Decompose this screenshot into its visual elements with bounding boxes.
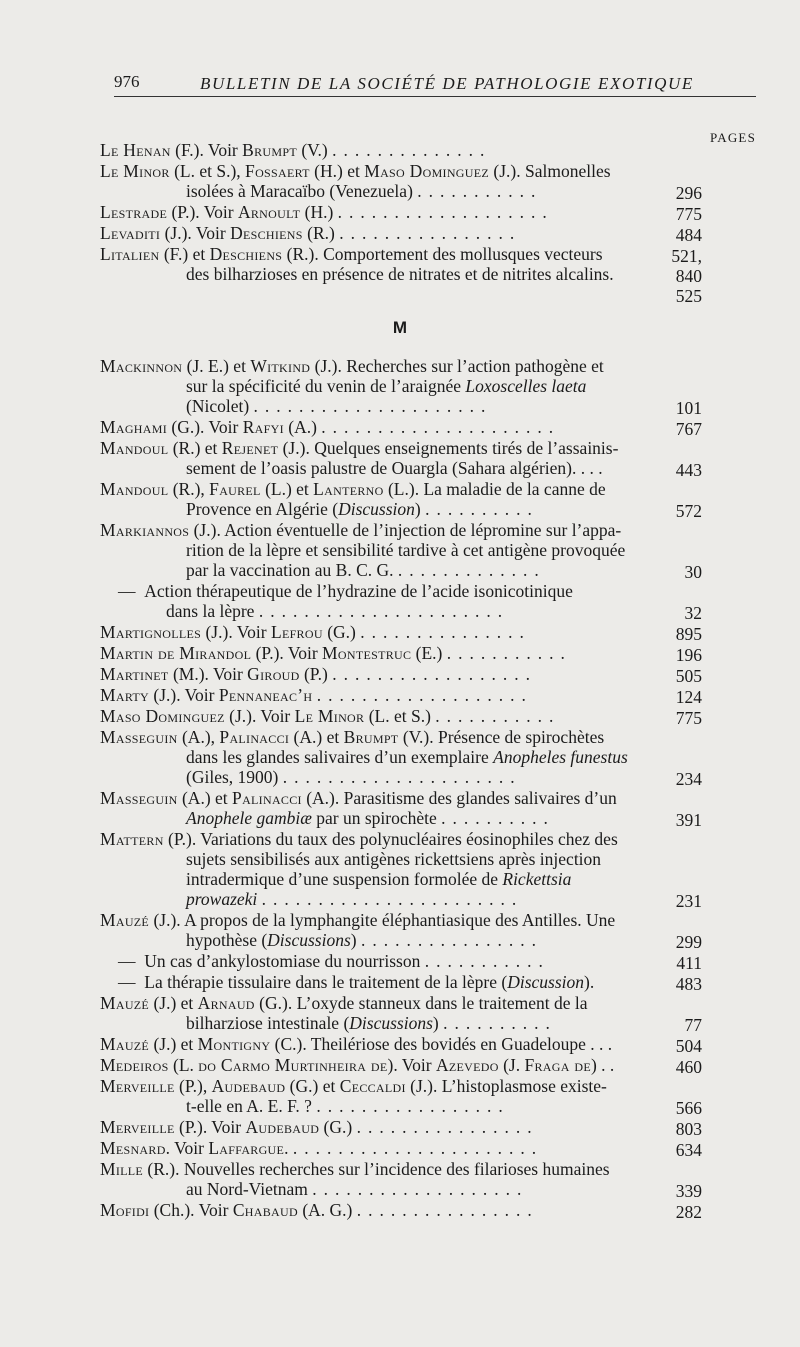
entry-page-number: 572	[675, 501, 702, 521]
entry-line: Mattern (P.). Variations du taux des polynucléaires éosinophiles chez des	[100, 829, 618, 849]
entry-line: Martinet (M.). Voir Giroud (P.) ..................	[100, 664, 537, 684]
index-entry	[100, 1159, 702, 1199]
index-entry	[100, 520, 702, 580]
entry-page-number: 30	[684, 562, 702, 582]
entry-page-number: 391	[675, 810, 702, 830]
index-entry	[100, 993, 702, 1033]
index-entry	[100, 1055, 702, 1075]
index-entry	[100, 356, 702, 416]
entry-line: Le Henan (F.). Voir Brumpt (V.) ..............	[100, 140, 492, 160]
index-entry	[100, 223, 702, 243]
index-entry	[100, 972, 702, 992]
entry-page-number: 443	[675, 460, 702, 480]
entry-line: Mandoul (R.), Faurel (L.) et Lanterno (L.). La maladie de la canne de	[100, 479, 606, 499]
index-entry	[100, 140, 702, 160]
entry-line: Le Minor (L. et S.), Fossaert (H.) et Maso Dominguez (J.). Salmonelles	[100, 161, 611, 181]
index-entry	[100, 1034, 702, 1054]
entry-page-number: 505	[675, 666, 702, 686]
entry-line: sujets sensibilisés aux antigènes rickettsiens après injection	[186, 849, 602, 869]
page-header	[92, 72, 756, 98]
entry-line: Mofidi (Ch.). Voir Chabaud (A. G.) ................	[100, 1200, 539, 1220]
entry-line: Merveille (P.), Audebaud (G.) et Ceccaldi (J.). L’histoplasmose existe-	[100, 1076, 607, 1096]
entry-line: Merveille (P.). Voir Audebaud (G.) ................	[100, 1117, 539, 1137]
entry-page-number: 299	[675, 932, 702, 952]
entry-page-number: 566	[675, 1098, 702, 1118]
index-entry	[100, 951, 702, 971]
entry-line: Martin de Mirandol (P.). Voir Montestruc (E.) ...........	[100, 643, 572, 663]
entry-page-number: 124	[675, 687, 702, 707]
entry-line: Litalien (F.) et Deschiens (R.). Comportement des mollusques vecteurs	[100, 244, 603, 264]
entry-line: Medeiros (L. do Carmo Murtinheira de). Voir Azevedo (J. Fraga de) . .	[100, 1055, 615, 1075]
entry-page-number: 525	[675, 286, 702, 306]
entry-line: Maso Dominguez (J.). Voir Le Minor (L. et S.) ...........	[100, 706, 561, 726]
entry-line: Martignolles (J.). Voir Lefrou (G.) ...............	[100, 622, 531, 642]
entry-page-number: 803	[675, 1119, 702, 1139]
entry-line: sement de l’oasis palustre de Ouargla (Sahara algérien). . . .	[186, 458, 603, 478]
entry-line: Masseguin (A.) et Palinacci (A.). Parasitisme des glandes salivaires d’un	[100, 788, 617, 808]
entry-line: intradermique d’une suspension formolée de Rickettsia	[186, 869, 572, 889]
entry-line: Masseguin (A.), Palinacci (A.) et Brumpt (V.). Présence de spirochètes	[100, 727, 605, 747]
entry-line: Levaditi (J.). Voir Deschiens (R.) ................	[100, 223, 522, 243]
entry-page-number: 231	[675, 891, 702, 911]
entry-line: (Giles, 1900) .....................	[186, 767, 522, 787]
entry-line: Lestrade (P.). Voir Arnoult (H.) ...................	[100, 202, 554, 222]
entry-line: Markiannos (J.). Action éventuelle de l’injection de lépromine sur l’appa-	[100, 520, 622, 540]
entry-line: Mesnard. Voir Laffargue. ......................	[100, 1138, 544, 1158]
index-entry	[100, 1076, 702, 1116]
page-number: 976	[114, 72, 140, 91]
entry-line: Mauzé (J.) et Montigny (C.). Theilériose des bovidés en Guadeloupe . . .	[100, 1034, 613, 1054]
index-entry	[100, 202, 702, 222]
entry-line: par la vaccination au B. C. G. .............	[186, 560, 546, 580]
index-entry	[100, 161, 702, 201]
entry-line: dans la lèpre ......................	[166, 601, 510, 621]
index-entry	[100, 417, 702, 437]
index-entry	[100, 1200, 702, 1220]
index-entry	[100, 581, 702, 621]
entry-page-number: 77	[684, 1015, 702, 1035]
index-entry	[100, 622, 702, 642]
entry-line: sur la spécificité du venin de l’araignée Loxoscelles laeta	[186, 376, 587, 396]
entry-page-number: 296	[675, 183, 702, 203]
header-rule	[114, 96, 756, 97]
pages-column-label: PAGES	[710, 130, 756, 145]
index-section-l	[100, 140, 702, 306]
entry-line: dans les glandes salivaires d’un exemplaire Anopheles funestus	[186, 747, 628, 767]
entry-line: des bilharzioses en présence de nitrates et de nitrites alcalins.	[186, 264, 614, 284]
entry-line: Maghami (G.). Voir Rafyi (A.) .....................	[100, 417, 561, 437]
entry-line: Mackinnon (J. E.) et Witkind (J.). Recherches sur l’action pathogène et	[100, 356, 604, 376]
entry-line: t-elle en A. E. F. ? .................	[186, 1096, 510, 1116]
entry-page-number: 895	[675, 624, 702, 644]
index-entry	[100, 438, 702, 478]
entry-page-number: 483	[675, 974, 702, 994]
entry-page-number: 411	[676, 953, 702, 973]
entry-line: — Un cas d’ankylostomiase du nourrisson ...........	[118, 951, 550, 971]
entry-line: hypothèse (Discussions) ................	[186, 930, 543, 950]
index-section-m	[100, 356, 702, 1221]
entry-line: Mauzé (J.) et Arnaud (G.). L’oxyde stanneux dans le traitement de la	[100, 993, 588, 1013]
index-entry	[100, 788, 702, 828]
entry-page-number: 234	[675, 769, 702, 789]
entry-line: Mauzé (J.). A propos de la lymphangite éléphantiasique des Antilles. Une	[100, 910, 616, 930]
entry-line: bilharziose intestinale (Discussions) ..........	[186, 1013, 557, 1033]
entry-line: — Action thérapeutique de l’hydrazine de l’acide isonicotinique	[118, 581, 573, 601]
entry-page-number: 282	[675, 1202, 702, 1222]
entry-line: Anophele gambiæ par un spirochète ..........	[186, 808, 555, 828]
index-entry	[100, 829, 702, 909]
index-entry	[100, 244, 702, 306]
entry-line: au Nord-Vietnam ...................	[186, 1179, 529, 1199]
entry-line: prowazeki .......................	[186, 889, 524, 909]
entry-page-number: 775	[675, 204, 702, 224]
entry-page-number: 32	[684, 603, 702, 623]
index-entry	[100, 1117, 702, 1137]
entry-line: Marty (J.). Voir Pennaneac’h ...................	[100, 685, 533, 705]
index-entry	[100, 479, 702, 519]
entry-line: Mille (R.). Nouvelles recherches sur l’incidence des filarioses humaines	[100, 1159, 610, 1179]
index-entry	[100, 643, 702, 663]
entry-page-number: 767	[675, 419, 702, 439]
entry-page-number: 484	[675, 225, 702, 245]
index-entry	[100, 727, 702, 787]
entry-page-number: 339	[675, 1181, 702, 1201]
entry-page-number: 504	[675, 1036, 702, 1056]
entry-line: Mandoul (R.) et Rejenet (J.). Quelques enseignements tirés de l’assainis-	[100, 438, 619, 458]
entry-page-number: 460	[675, 1057, 702, 1077]
entry-page-number: 101	[675, 398, 702, 418]
running-title: BULLETIN DE LA SOCIÉTÉ DE PATHOLOGIE EXOTIQUE	[200, 74, 694, 93]
index-entry	[100, 706, 702, 726]
entry-line: — La thérapie tissulaire dans le traitement de la lèpre (Discussion).	[118, 972, 595, 992]
entry-page-number: 775	[675, 708, 702, 728]
entry-page-number: 196	[675, 645, 702, 665]
entry-line: rition de la lèpre et sensibilité tardive à cet antigène provoquée	[186, 540, 626, 560]
index-entry	[100, 664, 702, 684]
index-entry	[100, 910, 702, 950]
entry-page-number: 634	[675, 1140, 702, 1160]
index-entry	[100, 1138, 702, 1158]
entry-line: Provence en Algérie (Discussion) ..........	[186, 499, 539, 519]
entry-page-number: 521, 840	[671, 246, 702, 286]
entry-line: (Nicolet) .....................	[186, 396, 493, 416]
index-entry	[100, 685, 702, 705]
section-letter: M	[392, 318, 408, 337]
entry-line: isolées à Maracaïbo (Venezuela) ...........	[186, 181, 543, 201]
